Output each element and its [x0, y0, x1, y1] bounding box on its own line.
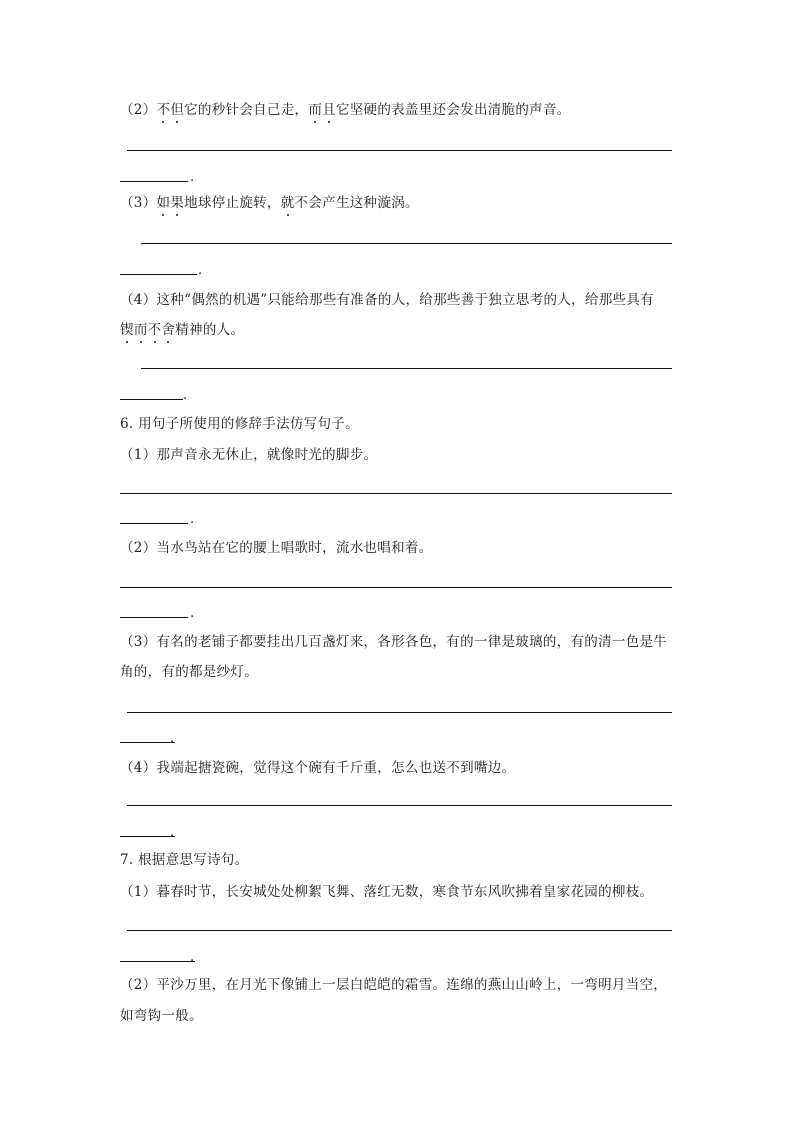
question-5-4-line2 [120, 322, 244, 338]
answer-line-short[interactable] [120, 742, 175, 743]
answer-line[interactable] [141, 243, 672, 244]
item-number: （4） [120, 292, 157, 308]
emphasized-char: 锲 [120, 322, 134, 338]
sentence-text: 精神的人。 [175, 322, 245, 338]
answer-line-short[interactable] [120, 961, 195, 962]
answer-period: . [183, 388, 188, 403]
answer-period: . [190, 170, 195, 185]
sentence-text: 它坚硬的表盖里还会发出清脆的声音。 [335, 102, 571, 118]
emphasized-char: 而 [308, 102, 323, 118]
question-5-3 [120, 195, 419, 211]
answer-period: . [170, 731, 175, 746]
answer-line-short[interactable] [120, 617, 188, 618]
answer-line-short[interactable] [120, 274, 197, 275]
emphasized-char: 不 [147, 322, 162, 338]
emphasized-char: 且 [322, 102, 336, 118]
question-7-1: （1）暮春时节，长安城处处柳絮飞舞、落红无数，寒食节东风吹拂着皇家花园的柳枝。 [120, 884, 654, 900]
question-7-2-line1: （2）平沙万里，在月光下像铺上一层白皑皑的霜雪。连绵的燕山山岭上，一弯明月当空， [120, 977, 668, 993]
answer-period: . [190, 606, 195, 621]
emphasized-char: 而 [133, 322, 148, 338]
answer-line[interactable] [120, 587, 672, 588]
answer-line[interactable] [127, 712, 672, 713]
emphasized-char: 果 [170, 195, 185, 211]
item-number: （2） [120, 102, 157, 118]
answer-line-short[interactable] [120, 836, 175, 837]
answer-period: . [198, 263, 203, 278]
emphasized-char: 如 [156, 195, 171, 211]
question-6-4: （4）我端起搪瓷碗，觉得这个碗有千斤重，怎么也送不到嘴边。 [120, 760, 516, 776]
sentence-text: 它的秒针会自己走， [184, 102, 309, 118]
answer-line[interactable] [141, 368, 672, 369]
answer-line-short[interactable] [120, 399, 183, 400]
emphasized-char: 不 [156, 102, 171, 118]
question-6-2: （2）当水鸟站在它的腰上唱歌时，流水也唱和着。 [120, 540, 433, 556]
answer-line[interactable] [127, 930, 672, 931]
question-5-2 [120, 102, 571, 118]
sentence-text: 不会产生这种漩涡。 [294, 195, 419, 211]
question-7-heading: 7. 根据意思写诗句。 [120, 852, 249, 868]
answer-line-short[interactable] [120, 181, 188, 182]
question-6-3-line1: （3）有名的老铺子都要挂出几百盏灯来，各形各色，有的一律是玻璃的，有的清一色是牛 [120, 634, 668, 650]
answer-line-short[interactable] [120, 523, 188, 524]
question-7-2-line2: 如弯钩一般。 [120, 1008, 203, 1024]
answer-line[interactable] [127, 150, 672, 151]
item-number: （3） [120, 195, 157, 211]
question-5-4-line1 [120, 292, 654, 308]
question-6-1: （1）那声音永无休止，就像时光的脚步。 [120, 447, 378, 463]
emphasized-char: 舍 [161, 322, 176, 338]
emphasized-char: 但 [170, 102, 185, 118]
answer-period: . [190, 512, 195, 527]
question-6-heading: 6. 用句子所使用的修辞手法仿写句子。 [120, 416, 359, 432]
answer-line[interactable] [127, 805, 672, 806]
answer-period: . [190, 950, 195, 965]
answer-line[interactable] [120, 493, 672, 494]
question-6-3-line2: 角的，有的都是纱灯。 [120, 664, 258, 680]
sentence-text: 这种“偶然的机遇”只能给那些有准备的人，给那些善于独立思考的人，给那些具有 [156, 292, 654, 308]
answer-period: . [170, 825, 175, 840]
emphasized-char: 就 [280, 195, 295, 211]
sentence-text: 地球停止旋转， [184, 195, 281, 211]
